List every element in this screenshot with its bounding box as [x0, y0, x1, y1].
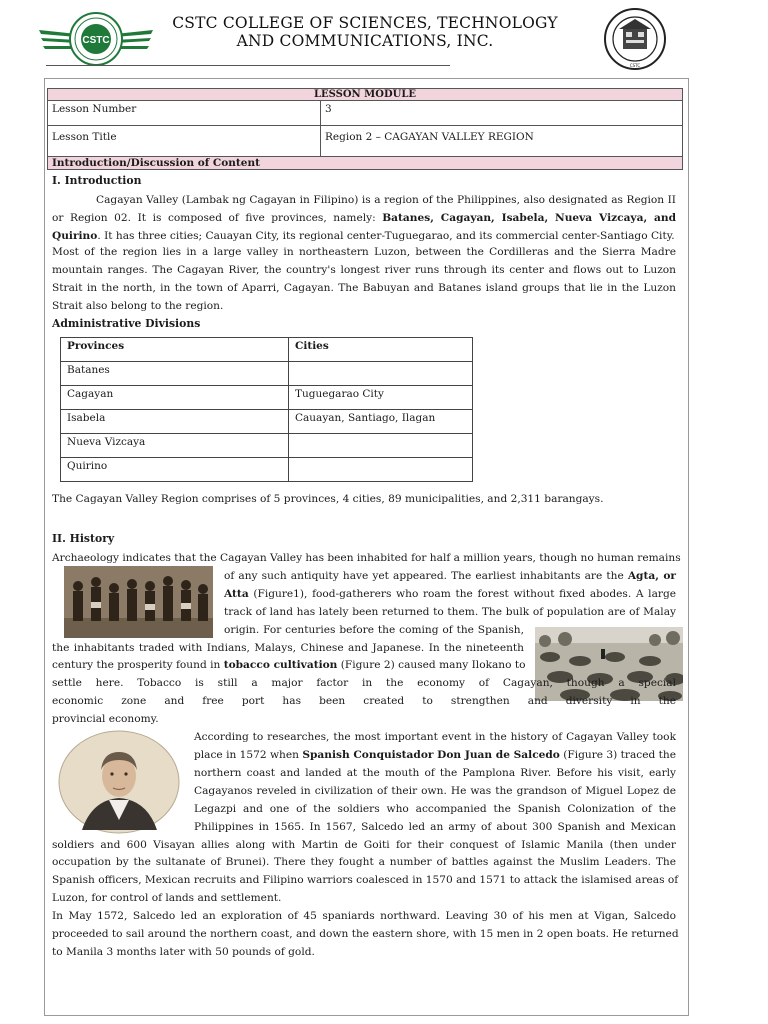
admin-divisions-heading: Administrative Divisions [52, 317, 201, 330]
school-name [160, 14, 570, 50]
column-header-provinces: Provinces [61, 338, 289, 362]
history-line: Spanish officers, Mexican recruits and Filipino warriors coalesced in 1570 and 1571 to attack the islamised areas of [52, 874, 679, 886]
lesson-title-label: Lesson Title [48, 126, 321, 157]
history-line: the inhabitants traded with Indians, Malays, Chinese and Japanese. In the nineteenth [52, 642, 524, 654]
agta-people-photo [64, 566, 213, 638]
history-line: to Manila 3 months later with 50 pounds of gold. [52, 946, 315, 958]
history-heading: II. History [52, 532, 115, 545]
history-line: Archaeology indicates that the Cagayan Valley has been inhabited for half a million years, though no human remains [52, 552, 681, 564]
region-summary: The Cagayan Valley Region comprises of 5 provinces, 4 cities, 89 municipalities, and 2,311 barangays. [52, 493, 604, 505]
province-cell: Cagayan [61, 386, 289, 410]
lesson-number-value: 3 [321, 101, 683, 126]
history-line: northern coast and landed at the mouth of the Pamplona River. Before his visit, early [194, 767, 676, 779]
svg-text:CSTC: CSTC [629, 63, 641, 68]
school-name-line1: CSTC COLLEGE OF SCIENCES, TECHNOLOGY [172, 14, 558, 32]
history-line: economic zone and free port has been created to strengthen and diversity in the [52, 695, 676, 707]
cities-cell [289, 362, 473, 386]
province-cell: Batanes [61, 362, 289, 386]
history-line: Cagayanos reveled in civilization of their own. He was the grandson of Miguel Lopez de [194, 785, 676, 797]
cstc-logo-text: CSTC [82, 35, 110, 46]
history-line: settle here. Tobacco is still a major factor in the economy of Cagayan, though a special [52, 677, 676, 689]
table-row [61, 362, 473, 386]
history-line: proceeded to sail around the northern coast, and down the eastern shore, with 15 men in 2 open boats. He returned [52, 928, 679, 940]
history-line: Atta (Figure1), food-gatherers who roam the forest without fixed abodes. A large [224, 588, 676, 600]
cities-cell: Cauayan, Santiago, Ilagan [289, 410, 473, 434]
history-line: place in 1572 when Spanish Conquistador Don Juan de Salcedo (Figure 3) traced the [194, 749, 677, 761]
history-line: track of land has lately been returned to them. The bulk of population are of Malay [224, 606, 676, 618]
history-line: According to researches, the most important event in the history of Cagayan Valley took [194, 731, 676, 743]
intro-paragraph-1: Cagayan Valley (Lambak ng Cagayan in Filipino) is a region of the Philippines, also designated as Region II or Region 02. It is composed of five provinces, namely: Batanes, Cagayan, Isabela, Nueva Vizcaya, and Quirino. It has three cities; Cauayan City, its regional center-Tuguegarao, and its commercial center-Santiago City. [52, 194, 676, 242]
table-row [61, 410, 473, 434]
intro-heading: I. Introduction [52, 174, 142, 187]
salcedo-portrait [57, 730, 182, 835]
table-row [61, 458, 473, 482]
history-line: occupation by the sultanate of Brunei). There they fought a number of battles against the Muslim Leaders. The [52, 856, 676, 868]
history-line: of any such antiquity have yet appeared. The earliest inhabitants are the Agta, or [224, 570, 676, 582]
history-line: Philippines in 1565. In 1567, Salcedo led an army of about 300 Spanish and Mexican [194, 821, 676, 833]
lesson-number-label: Lesson Number [48, 101, 321, 126]
history-line: Legazpi and one of the soldiers who accompanied the Spanish Colonization of the [194, 803, 676, 815]
table-row [61, 434, 473, 458]
lesson-module-table [47, 88, 683, 170]
province-cell: Quirino [61, 458, 289, 482]
lesson-module-title: LESSON MODULE [48, 89, 683, 101]
admin-divisions-table [60, 337, 473, 482]
history-line: provincial economy. [52, 713, 159, 725]
lesson-title-value: Region 2 – CAGAYAN VALLEY REGION [321, 126, 683, 157]
cstc-logo [37, 10, 155, 68]
cities-cell: Tuguegarao City [289, 386, 473, 410]
cities-cell [289, 434, 473, 458]
section-label: Introduction/Discussion of Content [48, 157, 683, 170]
province-cell: Nueva Vizcaya [61, 434, 289, 458]
tourism-college-seal [597, 7, 673, 71]
history-line: origin. For centuries before the coming of the Spanish, [224, 624, 524, 636]
intro-paragraph-2: Most of the region lies in a large valley in northeastern Luzon, between the Cordilleras and the Sierra Madre mountain ranges. The Cagayan River, the country's longest river runs through its center and flows out to Luzon Strait in the north, in the town of Aparri, Cagayan. The Babuyan and Batanes island groups that lie in the Luzon Strait also belong to the region. [52, 246, 676, 312]
table-row [61, 386, 473, 410]
history-line: soldiers and 600 Visayan allies along with Martin de Goiti for their conquest of Islamic Manila (then under [52, 839, 676, 851]
history-line: In May 1572, Salcedo led an exploration of 45 spaniards northward. Leaving 30 of his men at Vigan, Salcedo [52, 910, 676, 922]
header-rule [46, 65, 450, 66]
column-header-cities: Cities [289, 338, 473, 362]
province-cell: Isabela [61, 410, 289, 434]
school-name-line2: AND COMMUNICATIONS, INC. [236, 32, 494, 50]
cities-cell [289, 458, 473, 482]
history-line: century the prosperity found in tobacco cultivation (Figure 2) caused many Ilokano to [52, 659, 526, 671]
history-line: Luzon, for control of lands and settlement. [52, 892, 282, 904]
